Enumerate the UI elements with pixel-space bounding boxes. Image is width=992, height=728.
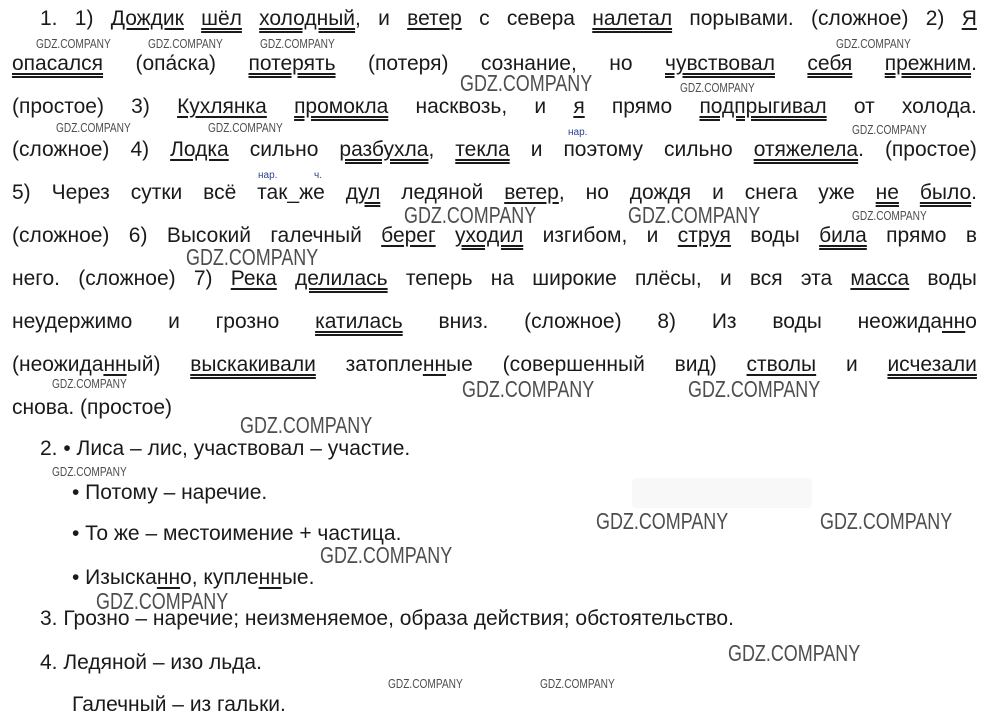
text-segment: уже xyxy=(818,181,855,204)
word xyxy=(203,180,236,206)
text-segment: . xyxy=(858,138,864,161)
word xyxy=(846,352,858,378)
word xyxy=(368,51,448,77)
word xyxy=(12,51,103,77)
text-segment: 5) xyxy=(12,181,31,204)
text-segment: воды xyxy=(772,310,822,333)
subject-text: ветер xyxy=(504,181,559,204)
text-segment: и xyxy=(712,181,724,204)
word xyxy=(689,6,793,32)
text-segment: Высокий xyxy=(166,224,251,247)
text-segment: (сложное) xyxy=(811,7,909,30)
text-segment: севера xyxy=(506,7,575,30)
watermark: GDZ.COMPANY xyxy=(148,36,223,51)
predicate-text: чувствовал xyxy=(665,52,775,75)
watermark: GDZ.COMPANY xyxy=(680,80,755,95)
text-segment: и xyxy=(530,138,543,161)
word xyxy=(378,6,390,32)
word xyxy=(850,266,909,292)
subject-text: Дождик xyxy=(110,7,184,30)
predicate-text: было xyxy=(919,181,972,204)
predicate-text: налетал xyxy=(592,7,673,30)
word xyxy=(170,137,229,163)
text-segment: , xyxy=(355,7,361,30)
word xyxy=(801,266,832,292)
word xyxy=(586,180,609,206)
text-segment: так_же xyxy=(257,181,325,204)
word xyxy=(926,6,945,32)
text-segment: всё xyxy=(203,181,237,204)
annotation-nar: нар. xyxy=(258,170,278,181)
word xyxy=(927,266,977,292)
subject-text: нн xyxy=(422,353,447,376)
word xyxy=(249,51,336,77)
word xyxy=(962,6,977,32)
word xyxy=(635,266,702,292)
text-segment: ледяной xyxy=(401,181,484,204)
text-segment: . xyxy=(971,52,977,75)
word xyxy=(12,352,160,378)
word xyxy=(887,352,976,378)
word xyxy=(876,180,899,206)
subject-text: Лодка xyxy=(170,138,229,161)
text-segment: 3) xyxy=(131,95,150,118)
text-segment: затопле xyxy=(345,353,423,376)
predicate-text: разбухла xyxy=(339,138,429,161)
subject-text: стволы xyxy=(746,353,817,376)
text-segment: но xyxy=(609,52,633,75)
text-segment: • Изыска xyxy=(72,566,157,589)
watermark: GDZ.COMPANY xyxy=(852,208,927,223)
word xyxy=(858,309,977,335)
task3-text: 3. Грозно – наречие; неизменяемое, образа действия; обстоятельство. xyxy=(40,607,734,630)
word xyxy=(130,137,149,163)
word xyxy=(250,137,319,163)
watermark: GDZ.COMPANY xyxy=(52,464,127,479)
word xyxy=(491,266,514,292)
word xyxy=(612,94,672,120)
subject-text: масса xyxy=(850,267,910,290)
annotation-ch: ч. xyxy=(314,170,322,181)
text-segment: воды xyxy=(927,267,977,290)
text-segment: плёсы, xyxy=(635,267,702,290)
subject-text: нн xyxy=(156,566,181,589)
watermark: GDZ.COMPANY xyxy=(820,508,953,534)
task4-line-1: 4. Ледяной – изо льда. xyxy=(40,651,262,674)
watermark: GDZ.COMPANY xyxy=(404,202,537,228)
text-segment: снова. (простое) xyxy=(12,396,173,419)
word xyxy=(675,352,717,378)
text-segment: порывами. xyxy=(689,7,794,30)
word xyxy=(407,6,462,32)
subject-text: ветер xyxy=(407,7,462,30)
task1-line xyxy=(12,266,977,292)
subject-text: я xyxy=(573,95,585,118)
text-segment: воды xyxy=(750,224,800,247)
word xyxy=(479,6,490,32)
word xyxy=(531,137,543,163)
watermark: GDZ.COMPANY xyxy=(628,202,761,228)
text-segment: ые. xyxy=(281,566,315,589)
predicate-text: дул xyxy=(345,181,381,204)
word xyxy=(885,137,977,163)
word xyxy=(257,180,325,206)
text-segment: прямо xyxy=(611,95,673,118)
text-segment: (совершенный xyxy=(502,353,645,376)
word xyxy=(12,309,132,335)
text-segment: (простое) xyxy=(884,138,977,161)
text-segment: 6) xyxy=(128,224,148,247)
text-segment: но xyxy=(585,181,609,204)
text-segment: галечный xyxy=(270,224,362,247)
task2-bullet-2: • То же – местоимение + частица. xyxy=(72,522,402,545)
task1-line xyxy=(12,94,977,120)
text-segment: с xyxy=(479,7,490,30)
word xyxy=(216,309,280,335)
word xyxy=(563,137,643,163)
word xyxy=(534,94,546,120)
subject-text: нн xyxy=(103,353,127,376)
text-segment: сознание, xyxy=(480,52,577,75)
word xyxy=(339,137,434,163)
text-segment: (опа́ска) xyxy=(135,52,217,75)
predicate-text: подпрыгивал xyxy=(699,95,827,118)
word xyxy=(657,309,676,335)
predicate-text: катилась xyxy=(315,310,403,333)
watermark: GDZ.COMPANY xyxy=(240,412,373,438)
word xyxy=(699,94,826,120)
watermark: GDZ.COMPANY xyxy=(852,122,927,137)
word xyxy=(532,266,617,292)
text-segment: , xyxy=(428,138,435,161)
word xyxy=(592,6,672,32)
text-segment: , xyxy=(558,181,565,204)
word xyxy=(406,266,473,292)
watermark: GDZ.COMPANY xyxy=(688,376,821,402)
word xyxy=(129,223,148,249)
text-segment: 1) xyxy=(74,7,94,30)
word xyxy=(902,94,977,120)
task1-line xyxy=(12,309,977,335)
word xyxy=(131,94,150,120)
word xyxy=(455,137,509,163)
word xyxy=(315,309,403,335)
word xyxy=(754,137,864,163)
text-segment: (простое) xyxy=(12,95,104,118)
watermark: GDZ.COMPANY xyxy=(320,542,453,568)
subject-text: нн xyxy=(942,310,966,333)
word xyxy=(747,352,817,378)
watermark: GDZ.COMPANY xyxy=(540,676,615,691)
task1-line xyxy=(12,352,977,378)
text-segment: грозно xyxy=(215,310,280,333)
word xyxy=(854,94,875,120)
text-segment: и xyxy=(646,224,659,247)
predicate-text: отяжелела xyxy=(753,138,859,161)
word xyxy=(136,51,217,77)
word xyxy=(12,223,109,249)
word xyxy=(12,180,31,206)
watermark: GDZ.COMPANY xyxy=(836,36,911,51)
text-segment: сильно xyxy=(249,138,319,161)
text-segment: (сложное) xyxy=(78,267,176,290)
word xyxy=(259,6,361,32)
text-segment: на xyxy=(490,267,515,290)
text-segment: (сложное) xyxy=(12,224,110,247)
word xyxy=(966,223,977,249)
watermark: GDZ.COMPANY xyxy=(728,640,861,666)
watermark: GDZ.COMPANY xyxy=(460,70,593,96)
predicate-text: выскакивали xyxy=(190,353,316,376)
text-segment: и xyxy=(534,95,547,118)
predicate-text: исчезали xyxy=(887,353,977,376)
text-segment: снега xyxy=(744,181,798,204)
text-segment: . xyxy=(971,181,977,204)
word xyxy=(52,180,110,206)
predicate-text: себя xyxy=(807,52,853,75)
text-segment: Из xyxy=(711,310,737,333)
word xyxy=(78,266,175,292)
text-segment: о, купле xyxy=(180,566,259,589)
text-segment: о xyxy=(965,310,977,333)
word xyxy=(177,94,267,120)
word xyxy=(111,6,184,32)
subject-text: нн xyxy=(258,566,282,589)
text-segment: сутки xyxy=(130,181,183,204)
faded-watermark-box xyxy=(632,478,812,508)
text-segment: изгибом, xyxy=(542,224,628,247)
watermark: GDZ.COMPANY xyxy=(208,120,283,135)
watermark: GDZ.COMPANY xyxy=(52,376,127,391)
watermark: GDZ.COMPANY xyxy=(56,120,131,135)
text-segment: вниз. xyxy=(438,310,489,333)
word xyxy=(920,180,977,206)
text-segment: сильно xyxy=(663,138,733,161)
text-segment: в xyxy=(965,224,977,247)
word xyxy=(346,352,473,378)
word xyxy=(720,266,732,292)
text-segment: эта xyxy=(800,267,833,290)
word xyxy=(40,6,58,32)
text-segment: ые xyxy=(446,353,473,376)
watermark: GDZ.COMPANY xyxy=(388,676,463,691)
watermark: GDZ.COMPANY xyxy=(260,36,335,51)
predicate-text: прежним xyxy=(884,52,972,75)
word xyxy=(609,51,632,77)
text-segment: и xyxy=(719,267,732,290)
word xyxy=(524,309,621,335)
word xyxy=(885,51,977,77)
text-segment: него. xyxy=(12,267,60,290)
text-segment: (потеря) xyxy=(367,52,449,75)
text-segment: (неожида xyxy=(12,353,104,376)
watermark: GDZ.COMPANY xyxy=(96,588,229,614)
text-segment: прямо xyxy=(886,224,947,247)
text-segment: 1. xyxy=(40,7,58,30)
task4-line-2: Галечный – из гальки. xyxy=(72,693,286,716)
text-segment: неудержимо xyxy=(12,310,133,333)
predicate-text: делилась xyxy=(295,267,388,290)
subject-text: Кухлянка xyxy=(177,95,267,118)
word xyxy=(573,94,584,120)
watermark: GDZ.COMPANY xyxy=(462,376,595,402)
predicate-text: била xyxy=(819,224,867,247)
word xyxy=(543,223,628,249)
predicate-text: опасался xyxy=(12,52,104,75)
word xyxy=(12,266,60,292)
text-segment: 4) xyxy=(130,138,150,161)
word xyxy=(772,309,822,335)
text-segment: ый) xyxy=(126,353,161,376)
task1-line xyxy=(40,6,977,32)
text-segment: и xyxy=(168,310,180,333)
word xyxy=(294,94,388,120)
word xyxy=(131,180,183,206)
subject-text: Я xyxy=(961,7,977,30)
annotation-nar: нар. xyxy=(568,127,588,138)
subject-text: струя xyxy=(677,224,731,247)
word xyxy=(503,352,645,378)
word xyxy=(819,223,867,249)
text-segment: и xyxy=(845,353,858,376)
watermark: GDZ.COMPANY xyxy=(186,244,319,270)
word xyxy=(811,6,908,32)
word xyxy=(664,137,733,163)
text-segment: от xyxy=(853,95,875,118)
text-segment: 2) xyxy=(925,7,945,30)
text-segment: вся xyxy=(749,267,783,290)
text-segment: широкие xyxy=(532,267,617,290)
text-segment: Через xyxy=(51,181,110,204)
word xyxy=(507,6,575,32)
word xyxy=(346,180,381,206)
text-segment: насквозь, xyxy=(415,95,508,118)
subject-text: берег xyxy=(381,224,436,247)
text-segment: 7) xyxy=(193,267,213,290)
word xyxy=(415,94,507,120)
word xyxy=(712,309,737,335)
text-segment: и xyxy=(378,7,390,30)
text-segment: неожида xyxy=(857,310,943,333)
word xyxy=(665,51,775,77)
text-segment: (сложное) xyxy=(524,310,622,333)
word xyxy=(190,352,316,378)
word xyxy=(886,223,946,249)
subject-text: Река xyxy=(230,267,277,290)
predicate-text: потерять xyxy=(248,52,336,75)
predicate-text: не xyxy=(875,181,899,204)
text-segment: 8) xyxy=(657,310,677,333)
text-segment: (сложное) xyxy=(12,138,110,161)
predicate-text: холодный xyxy=(259,7,356,30)
word xyxy=(168,309,180,335)
text-segment: дождя xyxy=(629,181,692,204)
text-segment: теперь xyxy=(405,267,473,290)
text-segment: поэтому xyxy=(563,138,643,161)
text-segment: вид) xyxy=(674,353,717,376)
word xyxy=(818,180,854,206)
word xyxy=(807,51,852,77)
word xyxy=(438,309,488,335)
predicate-text: текла xyxy=(455,138,510,161)
watermark: GDZ.COMPANY xyxy=(596,508,729,534)
watermark: GDZ.COMPANY xyxy=(36,36,111,51)
predicate-text: уходил xyxy=(455,224,524,247)
predicate-text: шёл xyxy=(201,7,242,30)
predicate-text: промокла xyxy=(294,95,389,118)
task2-heading: 2. • Лиса – лис, участвовал – участие. xyxy=(40,437,411,460)
word xyxy=(75,6,94,32)
word xyxy=(201,6,242,32)
word xyxy=(750,266,783,292)
task1-line xyxy=(12,137,977,163)
word xyxy=(12,137,109,163)
text-segment: холода. xyxy=(901,95,977,118)
word xyxy=(12,94,104,120)
task2-bullet-1: • Потому – наречие. xyxy=(72,481,268,504)
